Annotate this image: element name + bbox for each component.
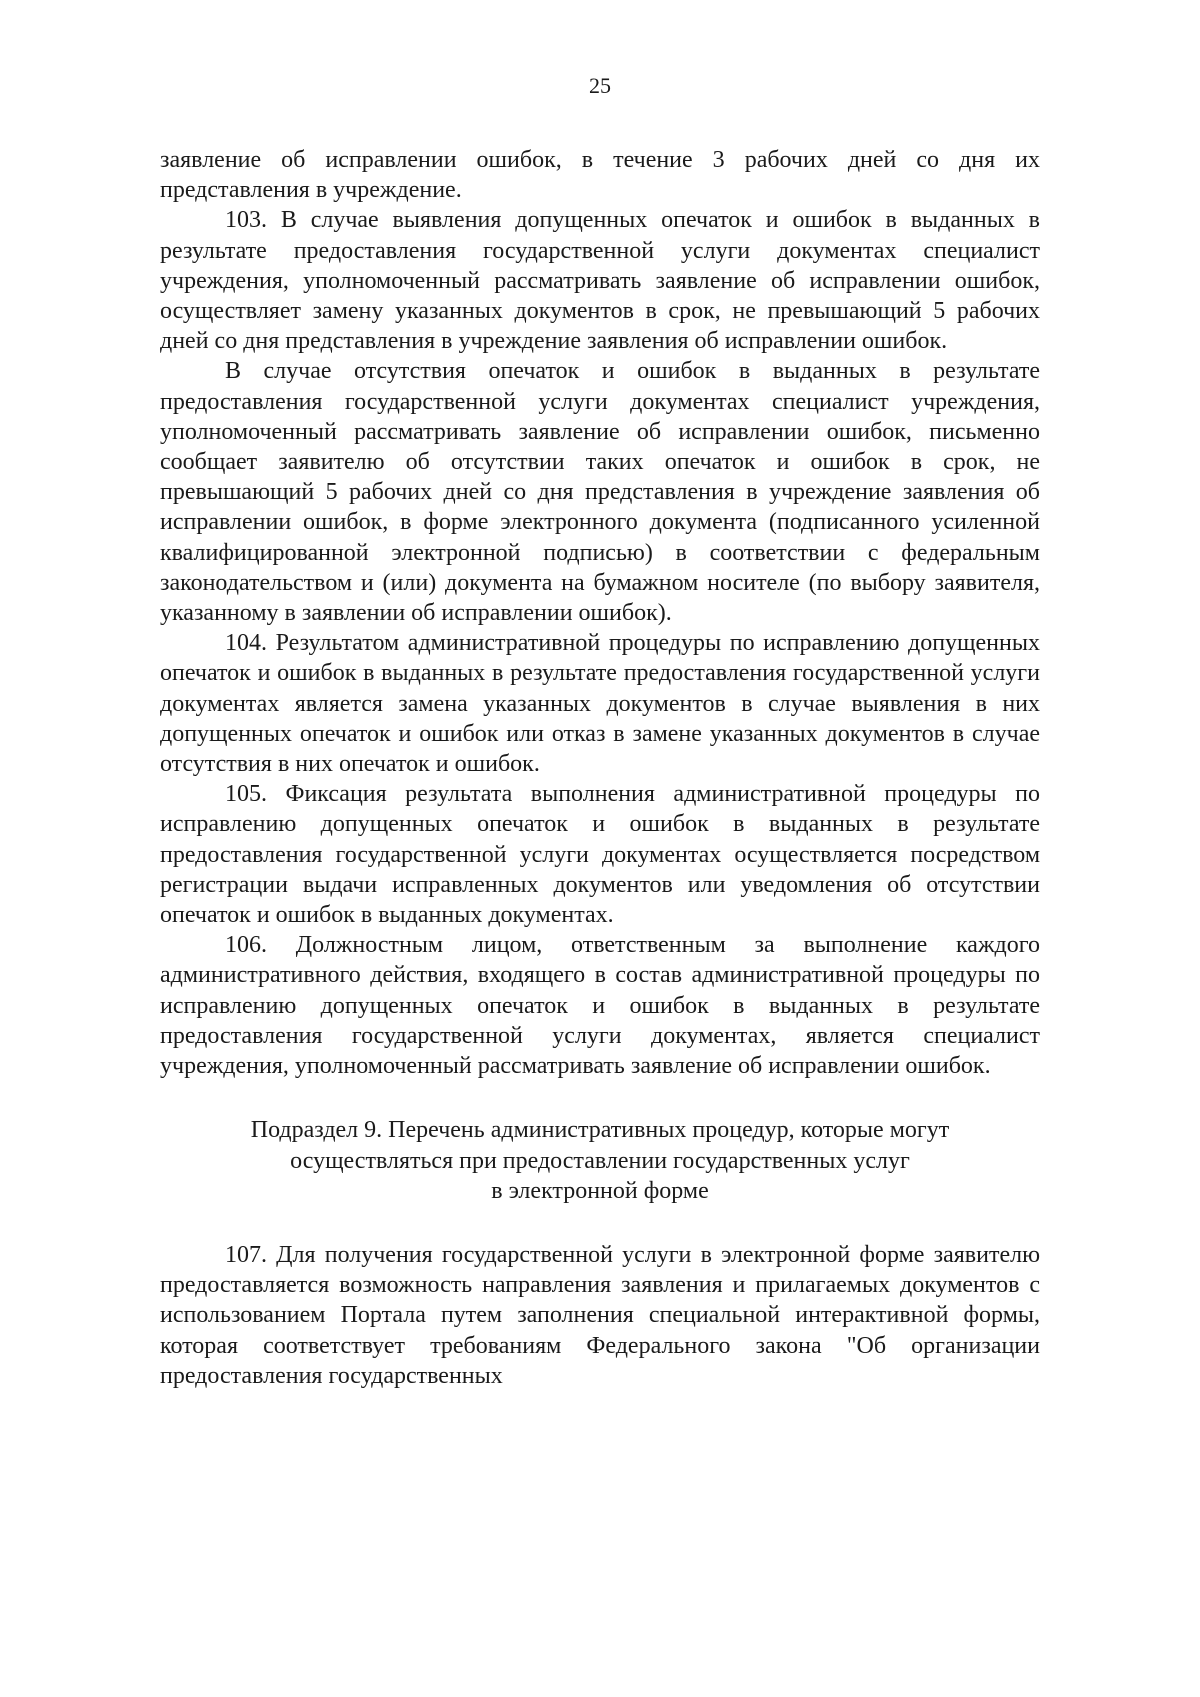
- paragraphs-before-heading: [160, 145, 1040, 1081]
- paragraphs-after-heading: [160, 1240, 1040, 1391]
- paragraph: 107. Для получения государственной услуги в электронной форме заявителю предоставляется возможность направления заявления и прилагаемых документов с использованием Портала путем заполнения специальной интерактивной формы, которая соответствует требованиям Федерального закона "Об организации предоставления государственных: [160, 1241, 1040, 1389]
- document-body: [160, 145, 1040, 1391]
- paragraph: 105. Фиксация результата выполнения административной процедуры по исправлению допущенных опечаток и ошибок в выданных в результате предоставления государственной услуги документах осуществляется посредством регистрации выдачи исправленных документов или уведомления об отсутствии опечаток и ошибок в выданных документах.: [160, 781, 1040, 929]
- paragraph: 106. Должностным лицом, ответственным за выполнение каждого административного действия, входящего в состав административной процедуры по исправлению допущенных опечаток и ошибок в выданных в результате предоставления государственной услуги документах, является специалист учреждения, уполномоченный рассматривать заявление об исправлении ошибок.: [160, 932, 1040, 1080]
- paragraph: 104. Результатом административной процедуры по исправлению допущенных опечаток и ошибок в выданных в результате предоставления государственной услуги документах является замена указанных документов в случае выявления в них допущенных опечаток и ошибок или отказ в замене указанных документов в случае отсутствия в них опечаток и ошибок.: [160, 630, 1040, 778]
- subsection-heading-line: осуществляться при предоставлении государственных услуг: [290, 1147, 910, 1174]
- paragraph: В случае отсутствия опечаток и ошибок в выданных в результате предоставления государственной услуги документах специалист учреждения, уполномоченный рассматривать заявление об исправлении ошибок, письменно сообщает заявителю об отсутствии таких опечаток и ошибок в срок, не превышающий 5 рабочих дней со дня представления в учреждение заявления об исправлении ошибок, в форме электронного документа (подписанного усиленной квалифицированной электронной подписью) в соответствии с федеральным законодательством и (или) документа на бумажном носителе (по выбору заявителя, указанному в заявлении об исправлении ошибок).: [160, 358, 1040, 627]
- subsection-heading: [160, 1115, 1040, 1206]
- subsection-heading-line: Подраздел 9. Перечень административных процедур, которые могут: [250, 1117, 950, 1144]
- page-number: 25: [589, 73, 611, 98]
- paragraph: 103. В случае выявления допущенных опечаток и ошибок в выданных в результате предоставления государственной услуги документах специалист учреждения, уполномоченный рассматривать заявление об исправлении ошибок, осуществляет замену указанных документов в срок, не превышающий 5 рабочих дней со дня представления в учреждение заявления об исправлении ошибок.: [160, 207, 1040, 355]
- paragraph: заявление об исправлении ошибок, в течение 3 рабочих дней со дня их представления в учреждение.: [160, 147, 1040, 204]
- subsection-heading-line: в электронной форме: [491, 1177, 709, 1204]
